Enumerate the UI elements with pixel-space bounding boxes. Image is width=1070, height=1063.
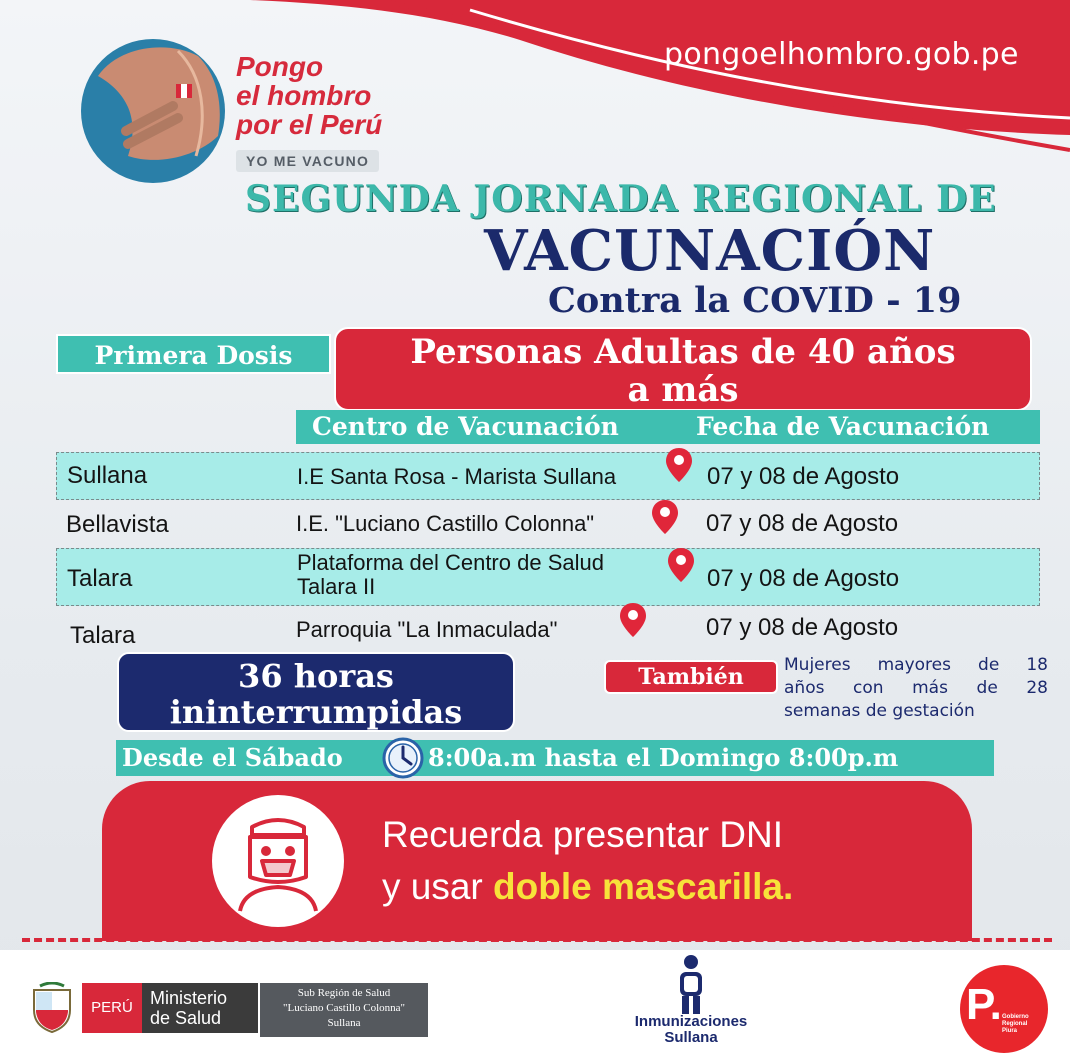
also-line-3: semanas de gestación bbox=[784, 701, 975, 721]
campaign-logo-text bbox=[236, 52, 426, 139]
subregion-label bbox=[260, 983, 428, 1037]
immunizations-label bbox=[618, 1014, 764, 1046]
table-row bbox=[56, 608, 1040, 652]
location-pin-icon bbox=[668, 548, 694, 582]
peru-coat-of-arms-icon bbox=[30, 982, 74, 1034]
table-row bbox=[56, 548, 1040, 606]
immunizations-line-2: Sullana bbox=[664, 1029, 718, 1046]
row-center: I.E. "Luciano Castillo Colonna" bbox=[296, 511, 595, 536]
schedule-from: Desde el Sábado bbox=[122, 743, 343, 772]
logo-line-1: Pongo bbox=[236, 51, 324, 82]
title-line-3: Contra la COVID - 19 bbox=[548, 280, 962, 321]
logo-line-3: por el Perú bbox=[236, 109, 383, 140]
title-line-1: SEGUNDA JORNADA REGIONAL DE bbox=[245, 178, 997, 220]
reminder-line-1: Recuerda presentar DNI bbox=[382, 814, 784, 855]
reminder-highlight: doble mascarilla. bbox=[493, 866, 794, 907]
face-shield-mask-icon bbox=[210, 793, 346, 929]
website-url: pongoelhombro.gob.pe bbox=[664, 37, 1019, 72]
row-center-line-2: Talara II bbox=[297, 574, 376, 599]
row-date: 07 y 08 de Agosto bbox=[707, 565, 900, 592]
shoulder-vaccine-icon bbox=[78, 36, 228, 186]
location-pin-icon bbox=[666, 448, 692, 482]
header-center: Centro de Vacunación bbox=[312, 412, 619, 441]
row-city: Sullana bbox=[67, 462, 148, 489]
audience-line-2: a más bbox=[627, 370, 739, 410]
row-city: Talara bbox=[67, 565, 133, 592]
title-line-2: VACUNACIÓN bbox=[484, 218, 936, 284]
hours-line-2: ininterrumpidas bbox=[169, 693, 463, 731]
schedule-to: 8:00a.m hasta el Domingo 8:00p.m bbox=[428, 743, 899, 772]
row-date: 07 y 08 de Agosto bbox=[706, 614, 899, 641]
table-row bbox=[56, 502, 1040, 546]
hours-line-1: 36 horas bbox=[238, 657, 394, 695]
ministry-line-2: de Salud bbox=[150, 1008, 222, 1028]
audience-badge bbox=[334, 327, 1032, 411]
immunization-person-icon bbox=[674, 954, 708, 1016]
regional-line-2: Regional bbox=[1002, 1021, 1028, 1027]
ministry-label bbox=[142, 983, 258, 1033]
ministry-line-1: Ministerio bbox=[150, 988, 228, 1008]
row-date: 07 y 08 de Agosto bbox=[706, 510, 899, 537]
audience-line-1: Personas Adultas de 40 años bbox=[410, 332, 956, 372]
row-date: 07 y 08 de Agosto bbox=[707, 463, 900, 490]
subregion-line-3: Sullana bbox=[327, 1017, 361, 1029]
also-line-1: Mujeres mayores de 18 bbox=[784, 655, 1048, 675]
clock-icon bbox=[382, 737, 424, 779]
row-city: Bellavista bbox=[66, 511, 169, 538]
row-city: Talara bbox=[70, 622, 136, 649]
location-pin-icon bbox=[620, 603, 646, 637]
row-center: Parroquia "La Inmaculada" bbox=[296, 617, 558, 642]
reminder-line-2 bbox=[382, 866, 942, 908]
header-date: Fecha de Vacunación bbox=[696, 412, 990, 441]
immunizations-line-1: Inmunizaciones bbox=[634, 1013, 748, 1030]
peru-label: PERÚ bbox=[82, 983, 142, 1033]
reminder-prefix: y usar bbox=[382, 866, 494, 907]
logo-tagline: YO ME VACUNO bbox=[236, 150, 379, 172]
logo-line-2: el hombro bbox=[236, 80, 372, 111]
table-row bbox=[56, 452, 1040, 500]
row-center: I.E Santa Rosa - Marista Sullana bbox=[297, 464, 617, 489]
regional-line-3: Piura bbox=[1002, 1028, 1018, 1034]
dashed-divider bbox=[22, 938, 1052, 942]
dose-badge: Primera Dosis bbox=[56, 334, 331, 374]
also-line-2: años con más de 28 bbox=[784, 678, 1048, 698]
regional-government-label bbox=[1002, 1014, 1042, 1035]
hours-badge bbox=[117, 652, 515, 732]
subregion-line-2: "Luciano Castillo Colonna" bbox=[282, 1002, 406, 1014]
regional-line-1: Gobierno bbox=[1002, 1014, 1029, 1020]
subregion-line-1: Sub Región de Salud bbox=[297, 987, 391, 999]
location-pin-icon bbox=[652, 500, 678, 534]
also-description bbox=[784, 654, 1048, 723]
also-badge: También bbox=[604, 660, 778, 694]
row-center-line-1: Plataforma del Centro de Salud bbox=[297, 550, 604, 575]
row-center bbox=[297, 551, 604, 599]
regional-logo-letter: P. bbox=[966, 980, 1002, 1029]
